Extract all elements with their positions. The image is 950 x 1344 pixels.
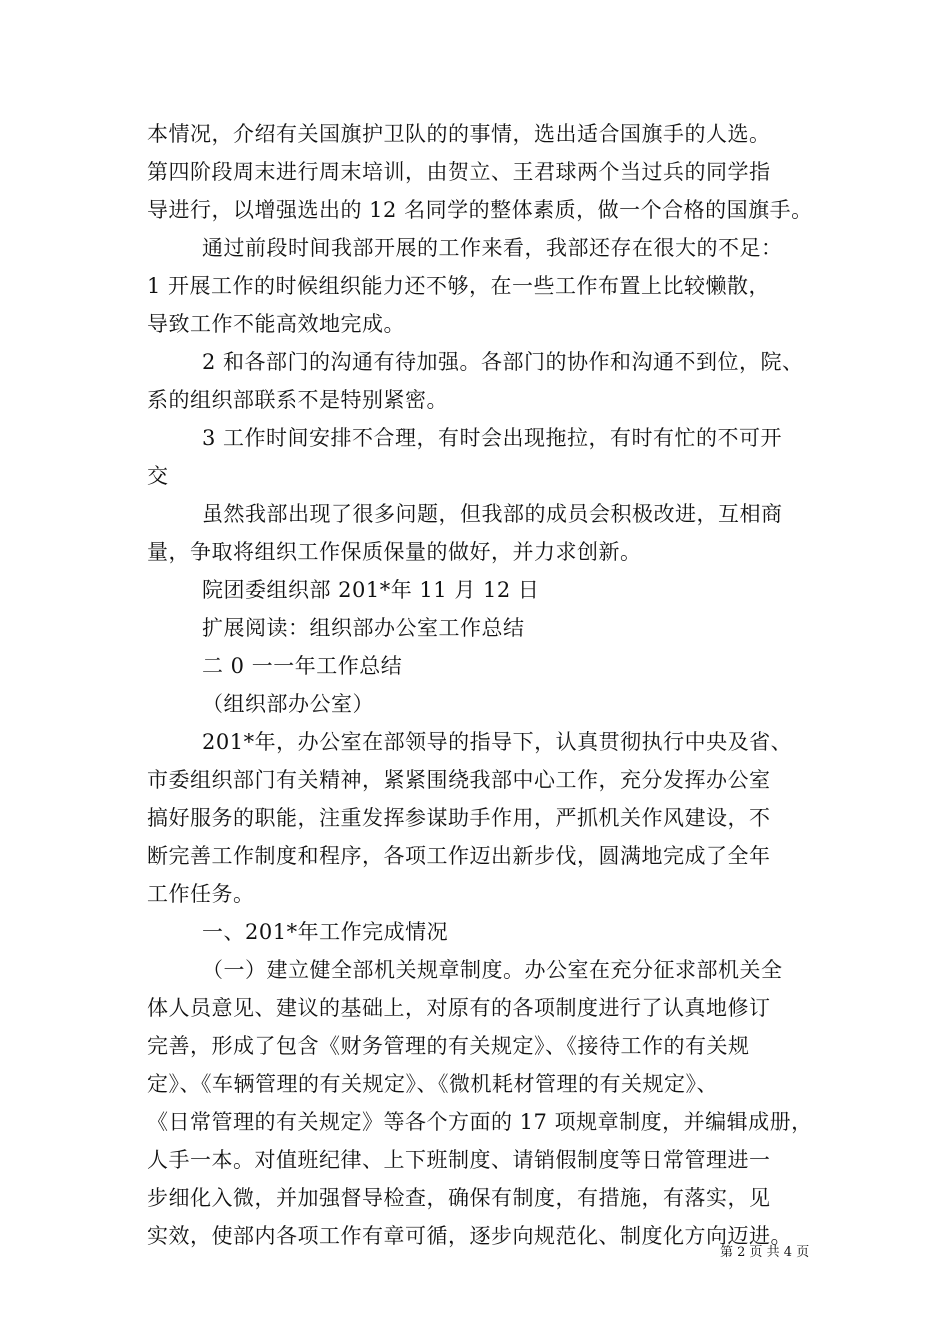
paragraph-line: 通过前段时间我部开展的工作来看，我部还存在很大的不足： — [202, 236, 783, 260]
section-heading: 一、201*年工作完成情况 — [202, 920, 449, 944]
paragraph-line: 导进行，以增强选出的 12 名同学的整体素质，做一个合格的国旗手。 — [147, 198, 813, 222]
paragraph-line: 人手一本。对值班纪律、上下班制度、请销假制度等日常管理进一 — [147, 1148, 771, 1172]
signature-line: 院团委组织部 201*年 11 月 12 日 — [202, 578, 540, 602]
paragraph-line: 3 工作时间安排不合理，有时会出现拖拉，有时有忙的不可开 — [202, 426, 783, 450]
paragraph-line: 工作任务。 — [147, 882, 255, 906]
section-title: 二 0 一一年工作总结 — [202, 654, 403, 678]
page-number: 第 2 页 共 4 页 — [720, 1245, 810, 1260]
paragraph-line: 2 和各部门的沟通有待加强。各部门的协作和沟通不到位，院、 — [202, 350, 804, 374]
paragraph-line: 搞好服务的职能，注重发挥参谋助手作用，严抓机关作风建设，不 — [147, 806, 771, 830]
paragraph-line: 201*年，办公室在部领导的指导下，认真贯彻执行中央及省、 — [202, 730, 793, 754]
paragraph-line: 完善，形成了包含《财务管理的有关规定》、《接待工作的有关规 — [147, 1034, 750, 1058]
paragraph-line: 虽然我部出现了很多问题，但我部的成员会积极改进，互相商 — [202, 502, 783, 526]
paragraph-line: 断完善工作制度和程序，各项工作迈出新步伐，圆满地完成了全年 — [147, 844, 771, 868]
paragraph-line: 《日常管理的有关规定》等各个方面的 17 项规章制度，并编辑成册， — [147, 1110, 813, 1134]
paragraph-line: 步细化入微，并加强督导检查，确保有制度，有措施，有落实，见 — [147, 1186, 771, 1210]
paragraph-line: 定》、《车辆管理的有关规定》、《微机耗材管理的有关规定》、 — [147, 1072, 718, 1096]
paragraph-line: 量，争取将组织工作保质保量的做好，并力求创新。 — [147, 540, 642, 564]
paragraph-line: 体人员意见、建议的基础上，对原有的各项制度进行了认真地修订 — [147, 996, 771, 1020]
paragraph-line: 实效，使部内各项工作有章可循，逐步向规范化、制度化方向迈进。 — [147, 1224, 792, 1248]
paragraph-line: 交 — [147, 464, 169, 488]
section-subtitle: （组织部办公室） — [202, 692, 374, 716]
extended-reading-title: 扩展阅读：组织部办公室工作总结 — [202, 616, 525, 640]
paragraph-line: 导致工作不能高效地完成。 — [147, 312, 405, 336]
paragraph-line: （一）建立健全部机关规章制度。办公室在充分征求部机关全 — [202, 958, 783, 982]
paragraph-line: 第四阶段周末进行周末培训，由贺立、王君球两个当过兵的同学指 — [147, 160, 771, 184]
paragraph-line: 1 开展工作的时候组织能力还不够，在一些工作布置上比较懒散， — [147, 274, 771, 298]
paragraph-line: 本情况，介绍有关国旗护卫队的的事情，选出适合国旗手的人选。 — [147, 122, 771, 146]
paragraph-line: 系的组织部联系不是特别紧密。 — [147, 388, 448, 412]
paragraph-line: 市委组织部门有关精神，紧紧围绕我部中心工作，充分发挥办公室 — [147, 768, 771, 792]
